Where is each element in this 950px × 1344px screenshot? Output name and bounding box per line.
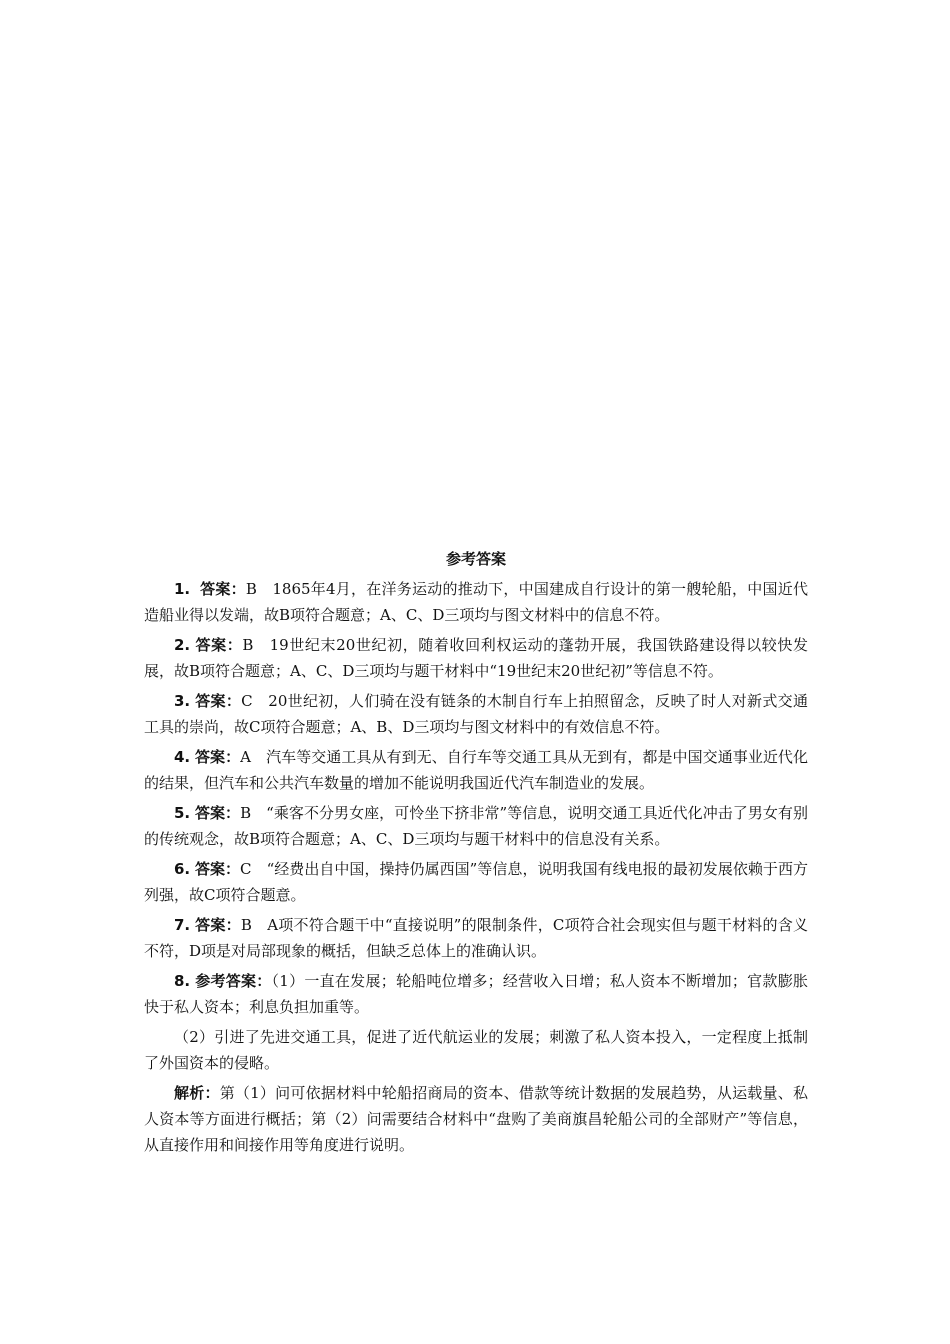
answer-label: 参考答案：	[195, 972, 272, 990]
answer-text: B 1865年4月，在洋务运动的推动下，中国建成自行设计的第一艘轮船，中国近代造船业得以发端，故B项符合题意；A、C、D三项均与图文材料中的信息不符。	[144, 580, 808, 624]
answer-text: （1）一直在发展；轮船吨位增多；经营收入日增；私人资本不断增加；官款膨胀快于私人资本；利息负担加重等。	[144, 972, 808, 1016]
answer-text: C 20世纪初，人们骑在没有链条的木制自行车上拍照留念，反映了时人对新式交通工具的崇尚，故C项符合题意；A、B、D三项均与图文材料中的有效信息不符。	[144, 692, 808, 736]
analysis-paragraph	[144, 1080, 808, 1158]
section-title: 参考答案	[445, 550, 506, 568]
item-number: 2.	[174, 636, 191, 654]
answer-label: 答案：	[195, 916, 241, 934]
answer-label: 答案：	[200, 580, 246, 598]
answer-item-1	[144, 576, 808, 628]
answer-label: 答案：	[195, 692, 242, 710]
answer-label: 答案：	[195, 636, 243, 654]
answer-label: 答案：	[194, 804, 241, 822]
answer-item-8-part-2	[144, 1024, 808, 1076]
item-number: 5.	[174, 804, 191, 822]
item-number: 3.	[174, 692, 191, 710]
answer-item-6	[144, 856, 808, 908]
answer-item-7	[144, 912, 808, 964]
item-number: 8.	[174, 972, 191, 990]
answer-text: C “经费出自中国，操持仍属西国”等信息，说明我国有线电报的最初发展依赖于西方列强，故C项符合题意。	[144, 860, 808, 904]
answer-text: A 汽车等交通工具从有到无、自行车等交通工具从无到有，都是中国交通事业近代化的结果，但汽车和公共汽车数量的增加不能说明我国近代汽车制造业的发展。	[144, 748, 808, 792]
item-number: 7.	[174, 916, 191, 934]
answer-text: B “乘客不分男女座，可怜坐下挤非常”等信息，说明交通工具近代化冲击了男女有别的传统观念，故B项符合题意；A、C、D三项均与题干材料中的信息没有关系。	[144, 804, 808, 848]
answer-label: 答案：	[194, 748, 241, 766]
item-number: 6.	[174, 860, 191, 878]
answer-item-8	[144, 968, 808, 1020]
item-number: 4.	[174, 748, 191, 766]
analysis-label: 解析：	[174, 1084, 220, 1102]
item-number: 1.	[174, 580, 191, 598]
answer-text: B 19世纪末20世纪初，随着收回利权运动的蓬勃开展，我国铁路建设得以较快发展，故B项符合题意；A、C、D三项均与题干材料中“19世纪末20世纪初”等信息不符。	[144, 636, 808, 680]
answer-item-3	[144, 688, 808, 740]
analysis-text: 第（1）问可依据材料中轮船招商局的资本、借款等统计数据的发展趋势，从运载量、私人资本等方面进行概括；第（2）问需要结合材料中“盘购了美商旗昌轮船公司的全部财产”等信息，从直接作用和间接作用等角度进行说明。	[144, 1084, 808, 1154]
answer-item-2	[144, 632, 808, 684]
answer-item-5	[144, 800, 808, 852]
answer-text: （2）引进了先进交通工具，促进了近代航运业的发展；刺激了私人资本投入，一定程度上抵制了外国资本的侵略。	[144, 1028, 808, 1072]
answer-section	[144, 546, 808, 1162]
answer-item-4	[144, 744, 808, 796]
answer-label: 答案：	[194, 860, 241, 878]
answer-text: B A项不符合题干中“直接说明”的限制条件，C项符合社会现实但与题干材料的含义不符，D项是对局部现象的概括，但缺乏总体上的准确认识。	[144, 916, 808, 960]
